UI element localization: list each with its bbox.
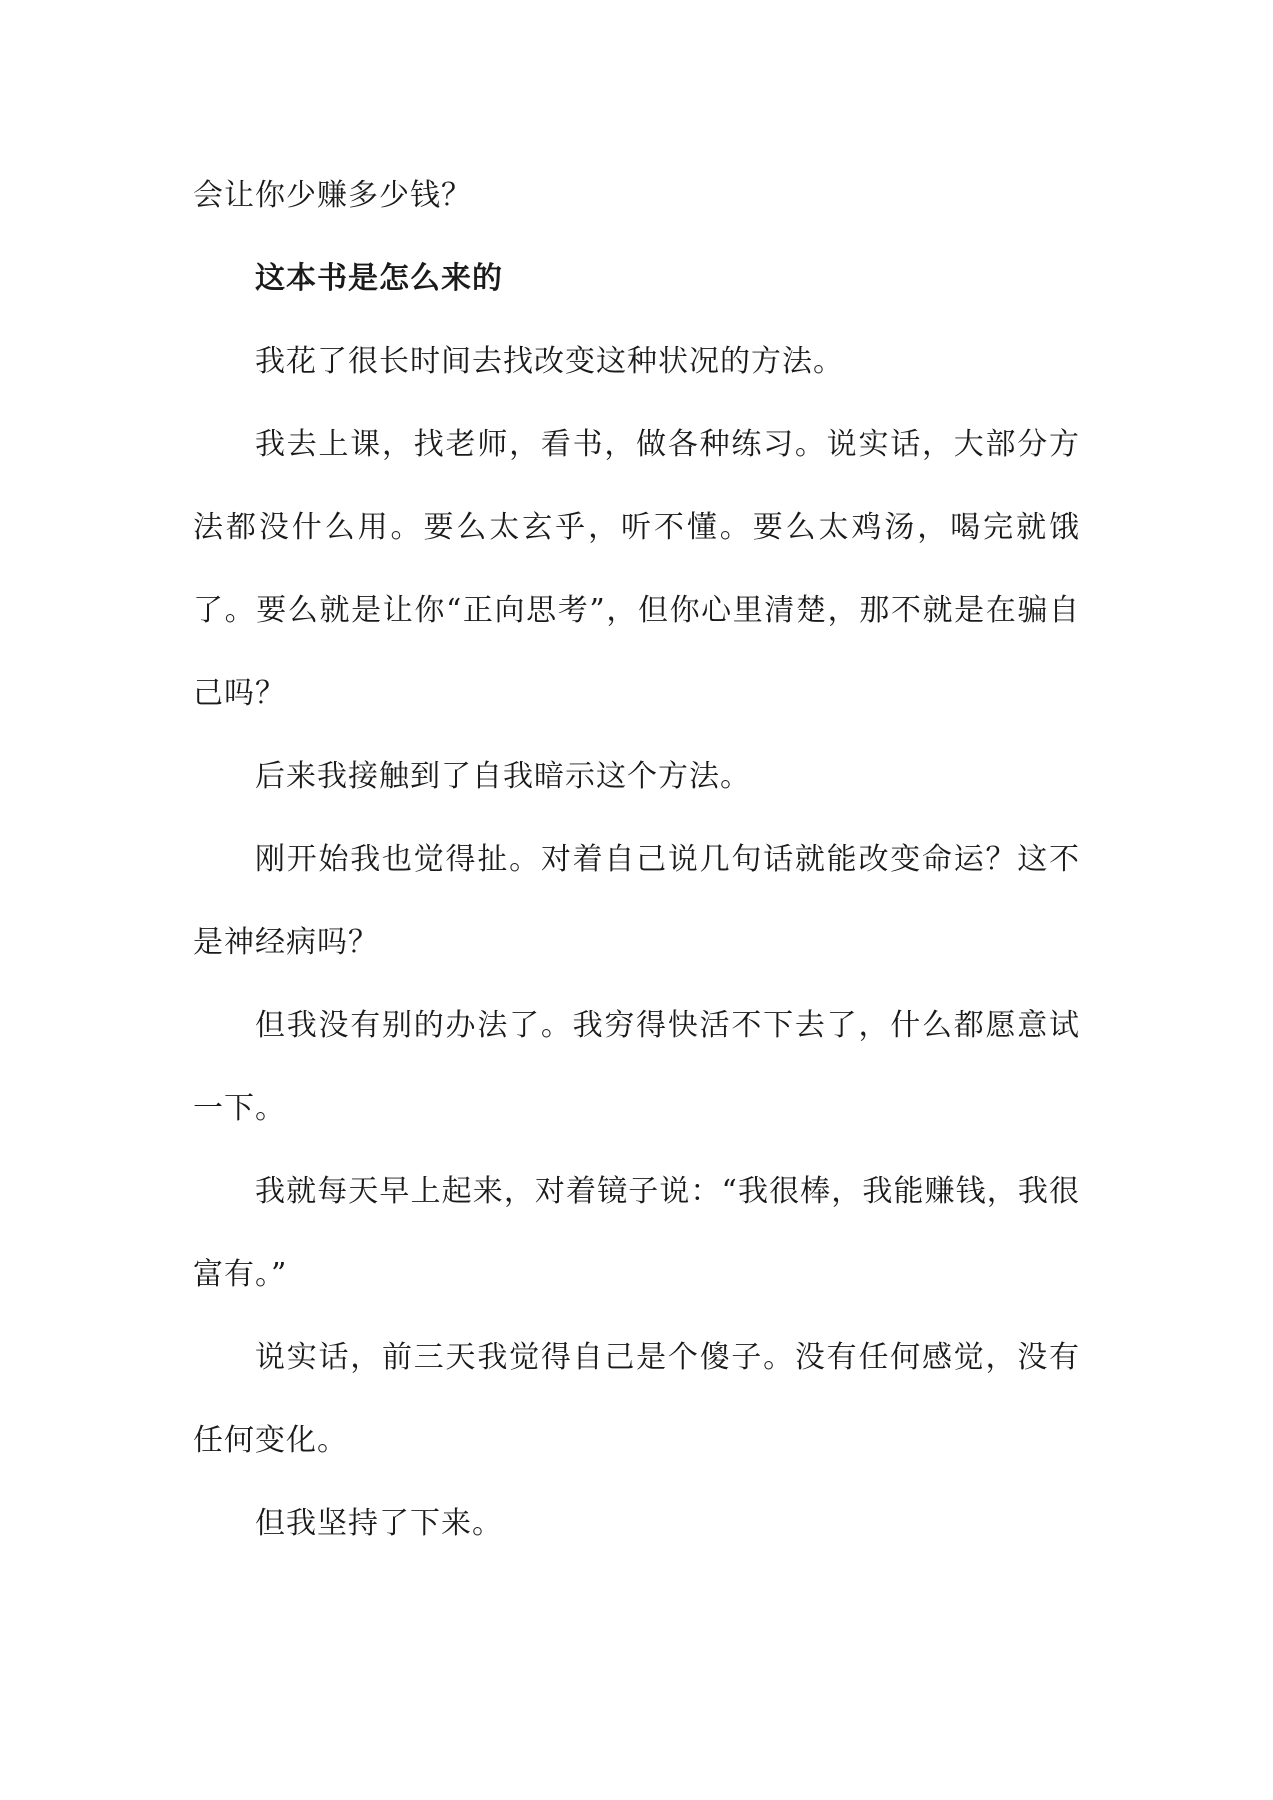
paragraph: 我去上课，找老师，看书，做各种练习。说实话，大部分方法都没什么用。要么太玄乎，听不懂。要么太鸡汤，喝完就饿了。要么就是让你“正向思考”，但你心里清楚，那不就是在骗自己吗？ <box>193 427 1080 711</box>
document-body <box>193 154 1080 1565</box>
paragraph: 我就每天早上起来，对着镜子说：“我很棒，我能赚钱，我很富有。” <box>193 1174 1080 1292</box>
paragraph: 但我坚持了下来。 <box>255 1506 503 1541</box>
paragraph: 我花了很长时间去找改变这种状况的方法。 <box>255 344 844 379</box>
section-heading: 这本书是怎么来的 <box>255 261 503 296</box>
paragraph: 但我没有别的办法了。我穷得快活不下去了，什么都愿意试一下。 <box>193 1008 1080 1126</box>
paragraph: 后来我接触到了自我暗示这个方法。 <box>255 759 751 794</box>
paragraph: 说实话，前三天我觉得自己是个傻子。没有任何感觉，没有任何变化。 <box>193 1340 1080 1458</box>
paragraph: 刚开始我也觉得扯。对着自己说几句话就能改变命运？这不是神经病吗？ <box>193 842 1080 960</box>
continuation-paragraph: 会让你少赚多少钱？ <box>193 178 472 213</box>
